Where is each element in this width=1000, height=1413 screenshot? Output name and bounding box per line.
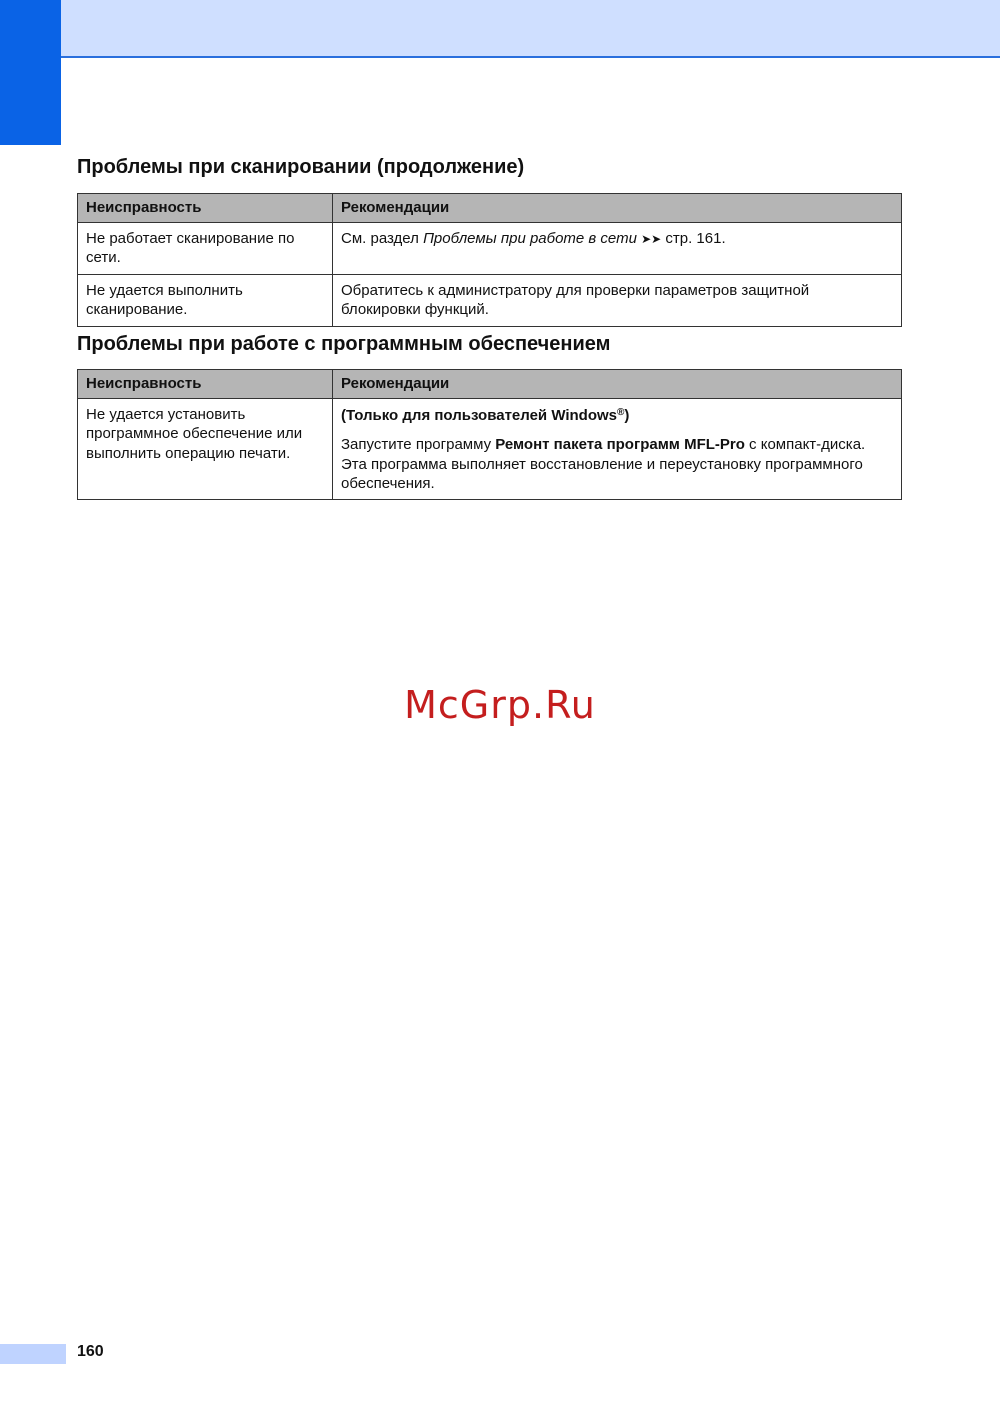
- cross-reference-link[interactable]: Проблемы при работе в сети: [423, 229, 637, 247]
- column-header-recommendation: Рекомендации: [333, 370, 902, 399]
- page-number: 160: [77, 1343, 104, 1360]
- page-reference: стр. 161.: [661, 229, 726, 247]
- recommendation-cell: [333, 398, 902, 499]
- problem-cell: Не работает сканирование по сети.: [78, 222, 333, 274]
- problem-cell: Не удается установить программное обеспечение или выполнить операцию печати.: [78, 398, 333, 499]
- registered-mark: ®: [617, 406, 625, 418]
- program-name: Ремонт пакета программ MFL-Pro: [495, 436, 745, 453]
- rec-prefix: См. раздел: [341, 229, 424, 247]
- chapter-tab: [0, 0, 61, 145]
- section-title-scanning: Проблемы при сканировании (продолжение): [77, 156, 525, 178]
- table-row: [78, 222, 902, 274]
- column-header-recommendation: Рекомендации: [333, 194, 902, 223]
- column-header-problem: Неисправность: [78, 370, 333, 399]
- recommendation-cell: Обратитесь к администратору для проверки параметров защитной блокировки функций.: [333, 274, 902, 326]
- header-band: [0, 0, 1000, 58]
- table-header-row: [78, 194, 902, 223]
- windows-note-heading: (Только для пользователей Windows®): [341, 406, 630, 424]
- table-row: [78, 398, 902, 499]
- table-row: [78, 274, 902, 326]
- software-problems-table: [77, 369, 902, 500]
- double-arrow-icon: ➤➤: [641, 231, 662, 246]
- recommendation-cell: [333, 222, 902, 274]
- table-header-row: [78, 370, 902, 399]
- problem-cell: Не удается выполнить сканирование.: [78, 274, 333, 326]
- watermark: McGrp.Ru: [404, 683, 596, 727]
- footer-bar: [0, 1344, 66, 1364]
- section-title-software: Проблемы при работе с программным обеспечением: [77, 333, 611, 355]
- column-header-problem: Неисправность: [78, 194, 333, 223]
- recommendation-text: Запустите программу Ремонт пакета программ MFL-Pro с компакт-диска. Эта программа выполняет восстановление и переустановку программного обеспечения.: [341, 436, 866, 492]
- scanning-problems-table: [77, 193, 902, 327]
